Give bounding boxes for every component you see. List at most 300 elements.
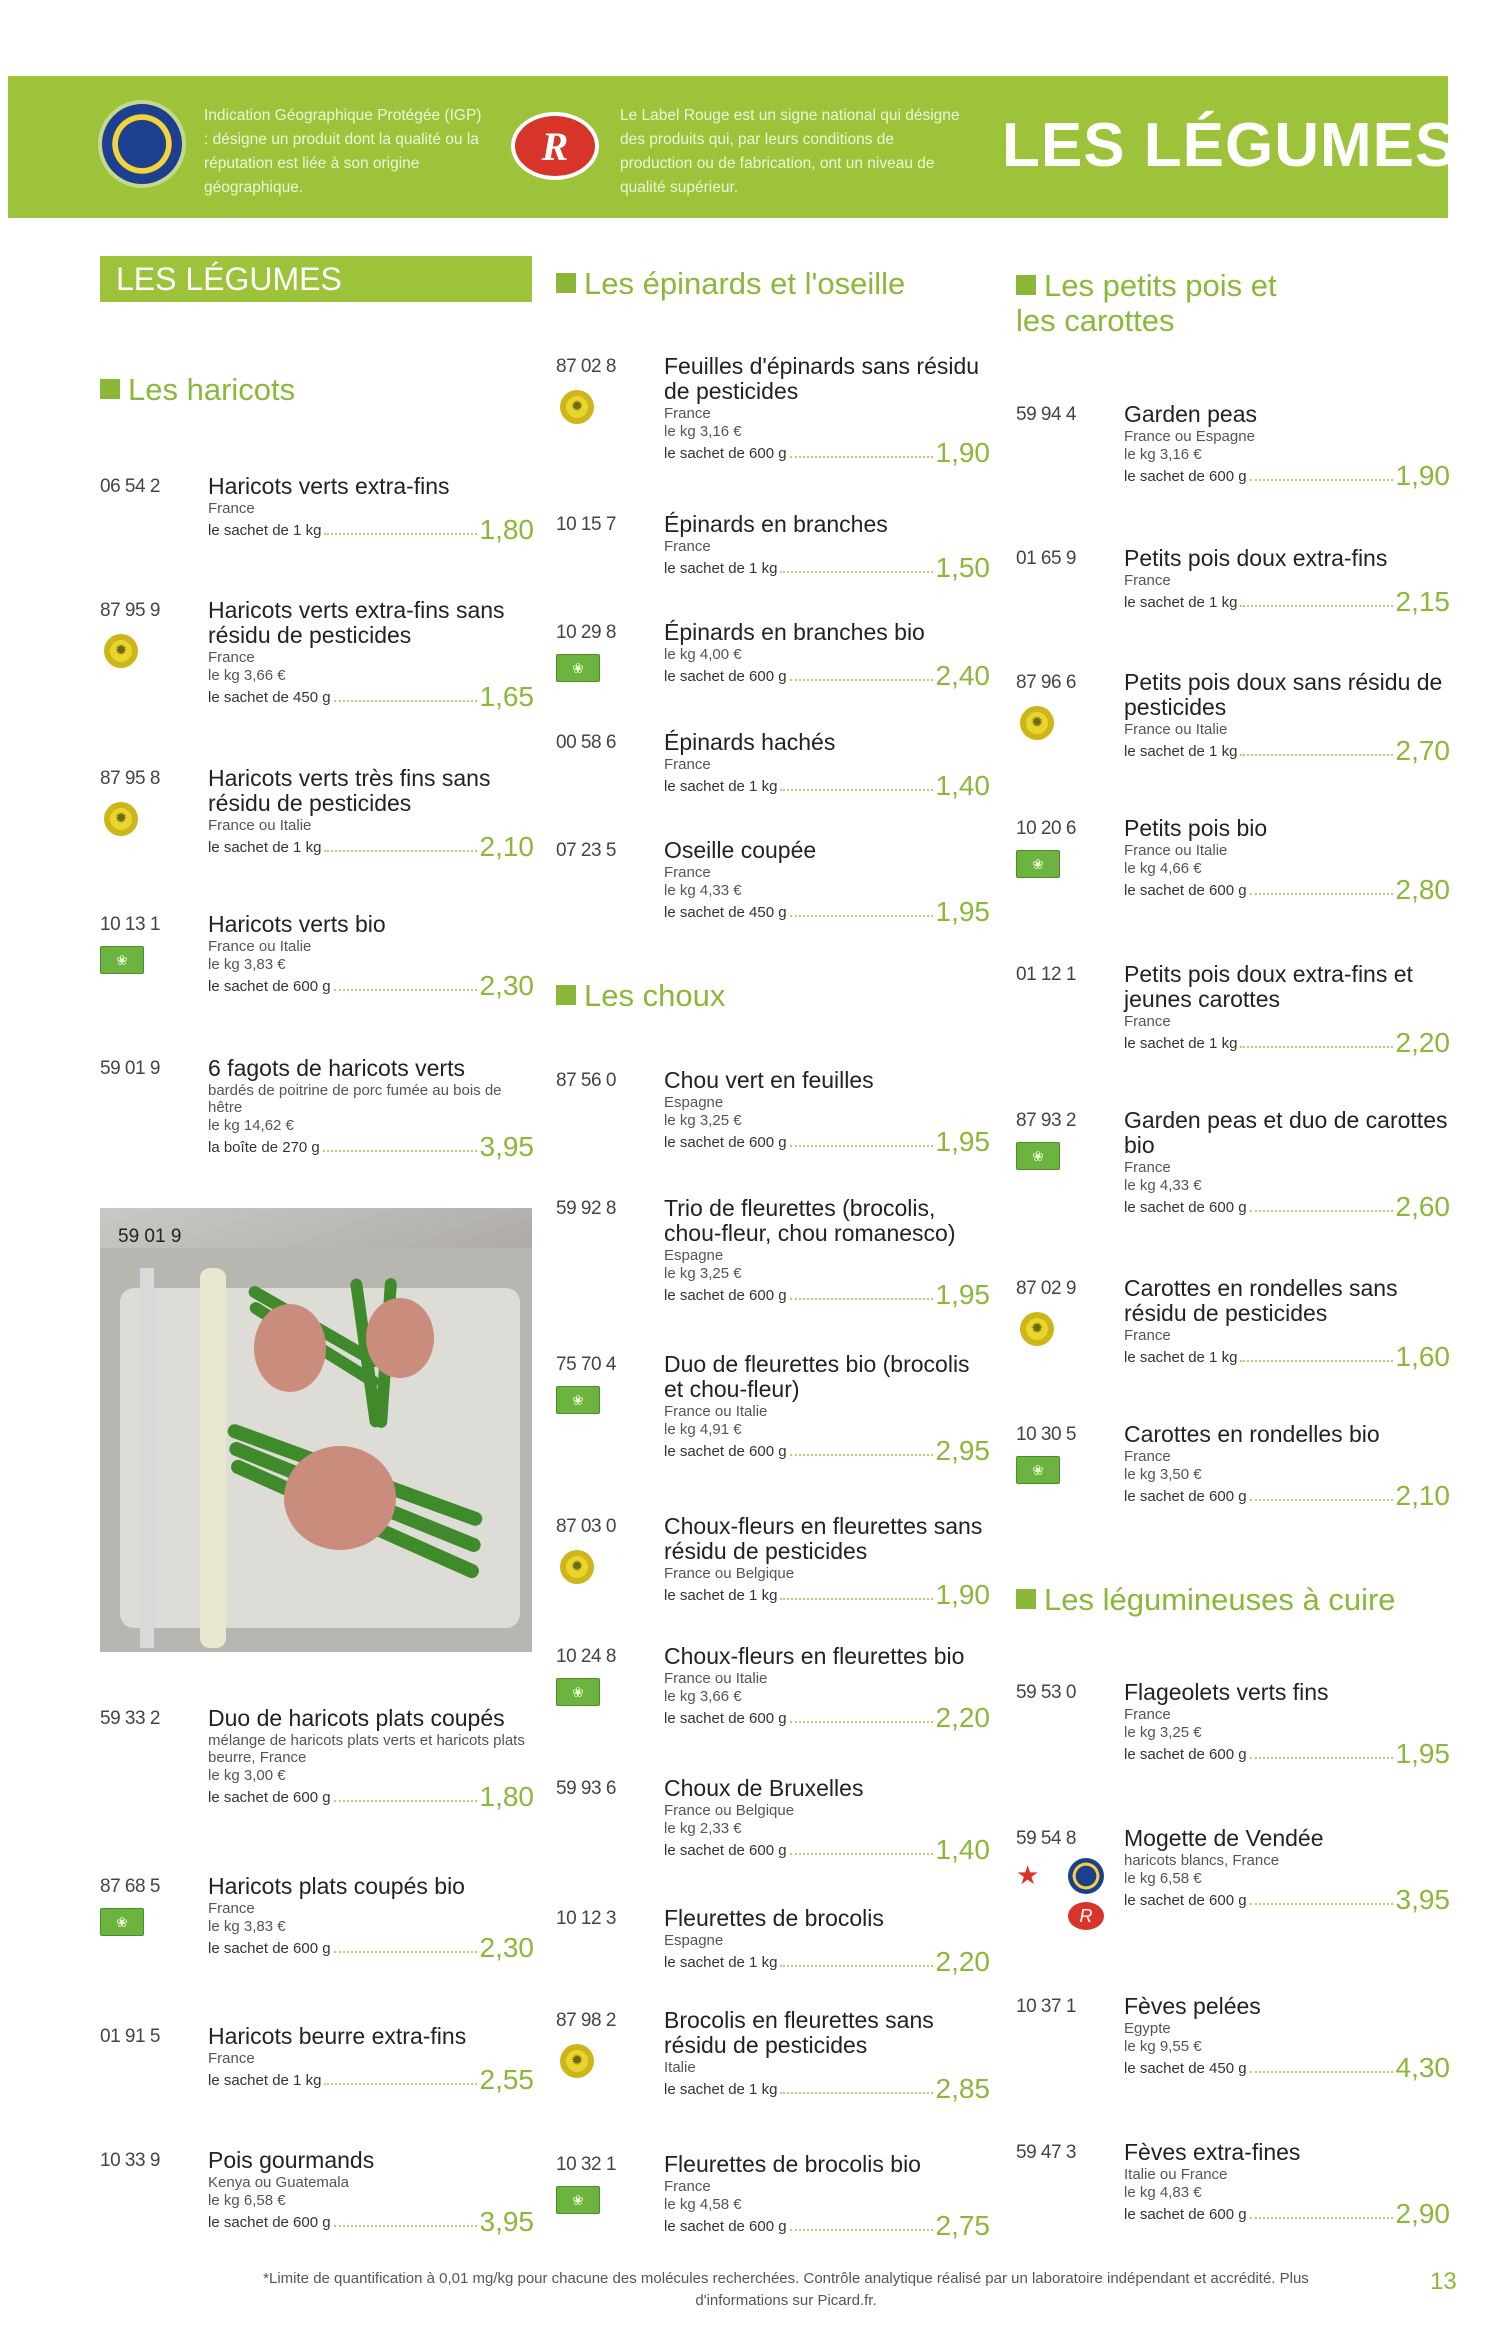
- product-code: 59 93 6: [556, 1778, 616, 1799]
- product-details: [664, 837, 990, 927]
- product-details: [1124, 1993, 1450, 2083]
- product-code: 10 30 5: [1016, 1424, 1076, 1445]
- product-name: Trio de fleurettes (brocolis, chou-fleur, chou romanesco): [664, 1195, 956, 1246]
- product-price: 2,30: [479, 970, 534, 1001]
- product-name: Fleurettes de brocolis: [664, 1905, 884, 1931]
- product-details: [1124, 545, 1450, 617]
- product-price: 2,85: [935, 2073, 990, 2104]
- price-line: [208, 831, 534, 862]
- product-code: 87 02 9: [1016, 1278, 1076, 1299]
- dotted-leader: [1250, 1757, 1393, 1759]
- dotted-leader: [790, 1145, 933, 1147]
- package-size: le sachet de 1 kg: [664, 2081, 778, 2098]
- product-name: Haricots plats coupés bio: [208, 1873, 465, 1899]
- product-name: Petits pois doux extra-fins: [1124, 545, 1388, 571]
- price-line: [664, 1834, 990, 1865]
- product-price: 2,20: [935, 1946, 990, 1977]
- product-details: [208, 765, 534, 862]
- product-details: [208, 1705, 534, 1812]
- package-size: le sachet de 600 g: [664, 445, 787, 462]
- product-origin: France: [1124, 1448, 1171, 1465]
- no-pesticide-residue-icon: ✹: [1020, 1312, 1054, 1346]
- product-name: Fèves pelées: [1124, 1993, 1261, 2019]
- organic-label-icon: ❀: [556, 1386, 600, 1414]
- product-price: 2,20: [935, 1702, 990, 1733]
- product-price: 1,65: [479, 681, 534, 712]
- product-name: Mogette de Vendée: [1124, 1825, 1324, 1851]
- product-price: 1,90: [1395, 460, 1450, 491]
- product-origin: France ou Belgique: [664, 1565, 795, 1582]
- dotted-leader: [1240, 754, 1392, 756]
- price-line: [1124, 1884, 1450, 1915]
- package-size: le sachet de 600 g: [1124, 1199, 1247, 1216]
- product-name: Petits pois bio: [1124, 815, 1268, 841]
- product-code: 59 33 2: [100, 1708, 160, 1729]
- label-rouge-description: Le Label Rouge est un signe national qui désigne des produits qui, par leurs conditions de production ou de fabrication, ont un niveau de qualité supérieur.: [620, 107, 960, 196]
- dotted-leader: [1250, 1903, 1393, 1905]
- no-pesticide-residue-icon: ✹: [560, 390, 594, 424]
- section-square-icon: [100, 379, 120, 399]
- product-details: [208, 2147, 534, 2237]
- dotted-leader: [1240, 1046, 1392, 1048]
- dotted-leader: [790, 1298, 933, 1300]
- dotted-leader: [1250, 1499, 1393, 1501]
- package-size: le sachet de 600 g: [664, 1287, 787, 1304]
- product-name: Épinards en branches: [664, 511, 888, 537]
- product-name: Haricots verts très fins sans résidu de pesticides: [208, 765, 491, 816]
- product-price: 2,15: [1395, 586, 1450, 617]
- price-per-kg: le kg 3,66 €: [208, 667, 286, 684]
- price-per-kg: le kg 6,58 €: [1124, 1870, 1202, 1887]
- product-price: 1,80: [479, 1781, 534, 1812]
- product-code: 59 01 9: [100, 1058, 160, 1079]
- photo-product-code: 59 01 9: [118, 1226, 182, 1247]
- price-line: [664, 1702, 990, 1733]
- product-code: 87 96 6: [1016, 672, 1076, 693]
- page-number: 13: [1430, 2268, 1457, 2295]
- package-size: le sachet de 1 kg: [1124, 594, 1238, 611]
- package-size: le sachet de 600 g: [1124, 1746, 1247, 1763]
- price-per-kg: le kg 3,25 €: [664, 1265, 742, 1282]
- product-price: 1,60: [1395, 1341, 1450, 1372]
- price-line: [1124, 2052, 1450, 2083]
- product-photo: [100, 1208, 532, 1652]
- product-origin: France: [1124, 572, 1171, 589]
- price-per-kg: le kg 3,25 €: [664, 1112, 742, 1129]
- product-origin: France: [664, 756, 711, 773]
- product-name: Haricots verts bio: [208, 911, 386, 937]
- label-rouge-logo-icon: [508, 108, 602, 184]
- package-size: le sachet de 600 g: [208, 2214, 331, 2231]
- product-code: 10 29 8: [556, 622, 616, 643]
- product-code: 87 98 2: [556, 2010, 616, 2031]
- section-choux: Les choux: [556, 978, 725, 1013]
- haricots-fagots-illustration: [100, 1208, 532, 1652]
- product-name: Choux-fleurs en fleurettes bio: [664, 1643, 965, 1669]
- product-code: 87 68 5: [100, 1876, 160, 1897]
- product-details: [1124, 669, 1450, 766]
- price-per-kg: le kg 14,62 €: [208, 1117, 294, 1134]
- dotted-leader: [790, 1853, 933, 1855]
- product-details: [664, 1905, 990, 1977]
- product-origin: France: [664, 538, 711, 555]
- dotted-leader: [790, 679, 933, 681]
- product-name: Garden peas et duo de carottes bio: [1124, 1107, 1448, 1158]
- product-name: Épinards en branches bio: [664, 619, 925, 645]
- product-details: [208, 473, 534, 545]
- product-origin: Italie ou France: [1124, 2166, 1228, 2183]
- section-epinards: Les épinards et l'oseille: [556, 266, 905, 301]
- price-per-kg: le kg 3,66 €: [664, 1688, 742, 1705]
- product-details: [664, 1351, 990, 1466]
- section-square-icon: [1016, 275, 1036, 295]
- product-price: 1,95: [935, 1279, 990, 1310]
- product-details: [1124, 815, 1450, 905]
- price-per-kg: le kg 3,16 €: [1124, 446, 1202, 463]
- product-details: [664, 619, 990, 691]
- product-details: [1124, 1107, 1450, 1222]
- package-size: le sachet de 600 g: [1124, 882, 1247, 899]
- dotted-leader: [324, 2083, 476, 2085]
- package-size: le sachet de 600 g: [664, 1710, 787, 1727]
- product-origin: Kenya ou Guatemala: [208, 2174, 349, 2191]
- price-line: [1124, 1480, 1450, 1511]
- product-details: [1124, 1421, 1450, 1511]
- package-size: le sachet de 1 kg: [1124, 1349, 1238, 1366]
- product-name: Choux de Bruxelles: [664, 1775, 864, 1801]
- dotted-leader: [334, 1951, 477, 1953]
- product-code: 87 03 0: [556, 1516, 616, 1537]
- dotted-leader: [790, 456, 933, 458]
- product-details: [208, 2023, 534, 2095]
- dotted-leader: [1240, 1360, 1392, 1362]
- organic-label-icon: ❀: [100, 1908, 144, 1936]
- product-name: Épinards hachés: [664, 729, 836, 755]
- product-price: 1,90: [935, 1579, 990, 1610]
- france-origin-star-icon: ★: [1016, 1860, 1040, 1890]
- package-size: le sachet de 600 g: [664, 668, 787, 685]
- product-details: [664, 2151, 990, 2241]
- product-code: 87 95 8: [100, 768, 160, 789]
- product-price: 2,95: [935, 1435, 990, 1466]
- price-line: [1124, 735, 1450, 766]
- price-per-kg: le kg 4,91 €: [664, 1421, 742, 1438]
- product-origin: France ou Espagne: [1124, 428, 1255, 445]
- product-origin: France ou Italie: [664, 1670, 768, 1687]
- package-size: le sachet de 450 g: [1124, 2060, 1247, 2077]
- dotted-leader: [323, 1150, 477, 1152]
- product-name: Fleurettes de brocolis bio: [664, 2151, 921, 2177]
- section-square-icon: [1016, 1589, 1036, 1609]
- product-origin: France: [1124, 1706, 1171, 1723]
- price-line: [208, 1932, 534, 1963]
- package-size: le sachet de 1 kg: [664, 560, 778, 577]
- product-name: Haricots beurre extra-fins: [208, 2023, 467, 2049]
- igp-seal-icon: [1068, 1858, 1104, 1894]
- product-code: 07 23 5: [556, 840, 616, 861]
- section-square-icon: [556, 985, 576, 1005]
- price-line: [1124, 1191, 1450, 1222]
- dotted-leader: [324, 850, 476, 852]
- package-size: le sachet de 1 kg: [1124, 1035, 1238, 1052]
- product-price: 1,80: [479, 514, 534, 545]
- product-details: [664, 1513, 990, 1610]
- product-origin: Egypte: [1124, 2020, 1171, 2037]
- product-price: 4,30: [1395, 2052, 1450, 2083]
- price-line: [1124, 874, 1450, 905]
- product-name: Brocolis en fleurettes sans résidu de pesticides: [664, 2007, 934, 2058]
- price-line: [664, 2210, 990, 2241]
- dotted-leader: [334, 2225, 477, 2227]
- product-details: [664, 1643, 990, 1733]
- price-per-kg: le kg 3,00 €: [208, 1767, 286, 1784]
- product-origin: Espagne: [664, 1094, 724, 1111]
- product-origin: France: [1124, 1013, 1171, 1030]
- product-code: 01 12 1: [1016, 964, 1076, 985]
- price-line: [1124, 586, 1450, 617]
- product-details: [664, 729, 990, 801]
- price-line: [664, 2073, 990, 2104]
- product-price: 1,40: [935, 1834, 990, 1865]
- product-details: [208, 1055, 534, 1162]
- price-line: [664, 770, 990, 801]
- price-per-kg: le kg 4,83 €: [1124, 2184, 1202, 2201]
- product-price: 2,10: [479, 831, 534, 862]
- product-code: 10 12 3: [556, 1908, 616, 1929]
- package-size: le sachet de 600 g: [664, 1134, 787, 1151]
- product-name: Feuilles d'épinards sans résidu de pesticides: [664, 353, 980, 404]
- product-price: 1,95: [935, 896, 990, 927]
- price-line: [1124, 1341, 1450, 1372]
- product-code: 06 54 2: [100, 476, 160, 497]
- product-origin: bardés de poitrine de porc fumée au bois de hêtre: [208, 1082, 502, 1116]
- product-code: 59 47 3: [1016, 2142, 1076, 2163]
- product-price: 2,80: [1395, 874, 1450, 905]
- product-price: 1,50: [935, 552, 990, 583]
- package-size: le sachet de 600 g: [664, 1842, 787, 1859]
- price-line: [664, 660, 990, 691]
- product-name: Fèves extra-fines: [1124, 2139, 1301, 2165]
- product-code: 10 13 1: [100, 914, 160, 935]
- product-code: 59 92 8: [556, 1198, 616, 1219]
- product-details: [664, 1195, 990, 1310]
- product-price: 2,70: [1395, 735, 1450, 766]
- package-size: le sachet de 1 kg: [208, 839, 322, 856]
- product-code: 00 58 6: [556, 732, 616, 753]
- product-price: 1,40: [935, 770, 990, 801]
- dotted-leader: [780, 789, 932, 791]
- product-price: 2,90: [1395, 2198, 1450, 2229]
- product-origin: Italie: [664, 2059, 696, 2076]
- price-line: [664, 1279, 990, 1310]
- product-details: [664, 1067, 990, 1157]
- price-line: [1124, 460, 1450, 491]
- product-price: 1,95: [935, 1126, 990, 1157]
- dotted-leader: [780, 2092, 932, 2094]
- price-per-kg: le kg 4,66 €: [1124, 860, 1202, 877]
- product-origin: Espagne: [664, 1932, 724, 1949]
- no-pesticide-residue-icon: ✹: [104, 802, 138, 836]
- product-origin: France: [664, 2178, 711, 2195]
- organic-label-icon: ❀: [556, 1678, 600, 1706]
- product-origin: France: [664, 405, 711, 422]
- product-details: [1124, 401, 1450, 491]
- price-line: [664, 552, 990, 583]
- price-line: [208, 1131, 534, 1162]
- product-code: 87 93 2: [1016, 1110, 1076, 1131]
- dotted-leader: [334, 1800, 477, 1802]
- page-title: LES LÉGUMES: [1002, 111, 1458, 180]
- package-size: le sachet de 600 g: [1124, 1488, 1247, 1505]
- no-pesticide-residue-icon: ✹: [560, 1550, 594, 1584]
- product-code: 87 95 9: [100, 600, 160, 621]
- product-name: Choux-fleurs en fleurettes sans résidu de pesticides: [664, 1513, 983, 1564]
- dotted-leader: [790, 1721, 933, 1723]
- product-details: [1124, 2139, 1450, 2229]
- package-size: le sachet de 600 g: [664, 1443, 787, 1460]
- product-code: 10 32 1: [556, 2154, 616, 2175]
- product-name: Petits pois doux extra-fins et jeunes carottes: [1124, 961, 1413, 1012]
- product-origin: France ou Italie: [664, 1403, 768, 1420]
- dotted-leader: [1250, 2217, 1393, 2219]
- price-line: [664, 1126, 990, 1157]
- product-name: Carottes en rondelles bio: [1124, 1421, 1380, 1447]
- section-legumineuses: Les légumineuses à cuire: [1016, 1582, 1396, 1617]
- dotted-leader: [1250, 893, 1393, 895]
- product-code: 01 91 5: [100, 2026, 160, 2047]
- dotted-leader: [790, 915, 933, 917]
- product-name: Carottes en rondelles sans résidu de pesticides: [1124, 1275, 1398, 1326]
- dotted-leader: [324, 533, 476, 535]
- product-price: 2,30: [479, 1932, 534, 1963]
- product-price: 3,95: [479, 2206, 534, 2237]
- organic-label-icon: ❀: [1016, 1456, 1060, 1484]
- section-petits-pois: Les petits pois et les carottes: [1016, 268, 1277, 338]
- price-per-kg: le kg 3,16 €: [664, 423, 742, 440]
- product-code: 10 20 6: [1016, 818, 1076, 839]
- dotted-leader: [1250, 479, 1393, 481]
- package-size: le sachet de 1 kg: [664, 1954, 778, 1971]
- product-name: Oseille coupée: [664, 837, 817, 863]
- product-details: [208, 597, 534, 712]
- product-details: [664, 511, 990, 583]
- product-name: Chou vert en feuilles: [664, 1067, 874, 1093]
- no-pesticide-residue-icon: ✹: [1020, 706, 1054, 740]
- price-line: [208, 1781, 534, 1812]
- product-origin: France ou Italie: [208, 817, 312, 834]
- organic-label-icon: ❀: [556, 654, 600, 682]
- package-size: le sachet de 600 g: [664, 2218, 787, 2235]
- footnote: *Limite de quantification à 0,01 mg/kg pour chacune des molécules recherchées. Contrôle analytique réalisé par un laboratoire indépendant et accrédité. Plus d'informations sur Picard.fr.: [263, 2270, 1309, 2309]
- product-price: 3,95: [1395, 1884, 1450, 1915]
- product-details: [664, 1775, 990, 1865]
- product-name: Haricots verts extra-fins sans résidu de pesticides: [208, 597, 505, 648]
- product-price: 3,95: [479, 1131, 534, 1162]
- product-origin: France: [208, 2050, 255, 2067]
- product-price: 2,75: [935, 2210, 990, 2241]
- product-details: [1124, 1679, 1450, 1769]
- price-line: [1124, 2198, 1450, 2229]
- price-line: [208, 2064, 534, 2095]
- product-details: [1124, 961, 1450, 1058]
- price-line: [664, 1579, 990, 1610]
- product-origin: France: [1124, 1159, 1171, 1176]
- product-name: 6 fagots de haricots verts: [208, 1055, 465, 1081]
- price-per-kg: le kg 4,00 €: [664, 646, 742, 663]
- product-details: [1124, 1275, 1450, 1372]
- product-origin: Espagne: [664, 1247, 724, 1264]
- organic-label-icon: ❀: [1016, 850, 1060, 878]
- product-price: 1,90: [935, 437, 990, 468]
- price-per-kg: le kg 3,83 €: [208, 1918, 286, 1935]
- product-price: 2,60: [1395, 1191, 1450, 1222]
- product-details: [664, 2007, 990, 2104]
- price-per-kg: le kg 3,25 €: [1124, 1724, 1202, 1741]
- product-code: 01 65 9: [1016, 548, 1076, 569]
- dotted-leader: [790, 2229, 933, 2231]
- product-price: 2,40: [935, 660, 990, 691]
- price-per-kg: le kg 2,33 €: [664, 1820, 742, 1837]
- price-line: [664, 896, 990, 927]
- product-details: [208, 911, 534, 1001]
- price-line: [1124, 1738, 1450, 1769]
- price-line: [208, 514, 534, 545]
- product-price: 1,95: [1395, 1738, 1450, 1769]
- product-code: 59 54 8: [1016, 1828, 1076, 1849]
- product-name: Petits pois doux sans résidu de pesticides: [1124, 669, 1443, 720]
- price-per-kg: le kg 9,55 €: [1124, 2038, 1202, 2055]
- price-per-kg: le kg 4,33 €: [664, 882, 742, 899]
- product-details: [1124, 1825, 1450, 1915]
- product-details: [664, 353, 990, 468]
- package-size: le sachet de 600 g: [1124, 2206, 1247, 2223]
- package-size: le sachet de 1 kg: [664, 778, 778, 795]
- product-origin: France ou Italie: [1124, 721, 1228, 738]
- price-line: [208, 681, 534, 712]
- price-per-kg: le kg 6,58 €: [208, 2192, 286, 2209]
- price-line: [664, 1435, 990, 1466]
- package-size: la boîte de 270 g: [208, 1139, 320, 1156]
- dotted-leader: [1240, 605, 1392, 607]
- product-origin: mélange de haricots plats verts et haricots plats beurre, France: [208, 1732, 525, 1766]
- product-name: Flageolets verts fins: [1124, 1679, 1329, 1705]
- product-origin: France: [1124, 1327, 1171, 1344]
- price-per-kg: le kg 3,50 €: [1124, 1466, 1202, 1483]
- price-line: [208, 2206, 534, 2237]
- package-size: le sachet de 600 g: [208, 978, 331, 995]
- package-size: le sachet de 1 kg: [1124, 743, 1238, 760]
- package-size: le sachet de 1 kg: [208, 522, 322, 539]
- product-price: 2,55: [479, 2064, 534, 2095]
- product-code: 10 15 7: [556, 514, 616, 535]
- product-code: 10 37 1: [1016, 1996, 1076, 2017]
- product-origin: France ou Italie: [1124, 842, 1228, 859]
- svg-text:R: R: [541, 124, 569, 169]
- no-pesticide-residue-icon: ✹: [104, 634, 138, 668]
- product-origin: France: [664, 864, 711, 881]
- package-size: le sachet de 450 g: [664, 904, 787, 921]
- label-rouge-icon: R: [1068, 1902, 1104, 1930]
- dotted-leader: [334, 989, 477, 991]
- dotted-leader: [780, 1598, 932, 1600]
- no-pesticide-residue-icon: ✹: [560, 2044, 594, 2078]
- price-line: [664, 1946, 990, 1977]
- section-haricots: Les haricots: [100, 372, 295, 407]
- organic-label-icon: ❀: [1016, 1142, 1060, 1170]
- price-line: [1124, 1027, 1450, 1058]
- product-origin: France: [208, 500, 255, 517]
- price-per-kg: le kg 4,58 €: [664, 2196, 742, 2213]
